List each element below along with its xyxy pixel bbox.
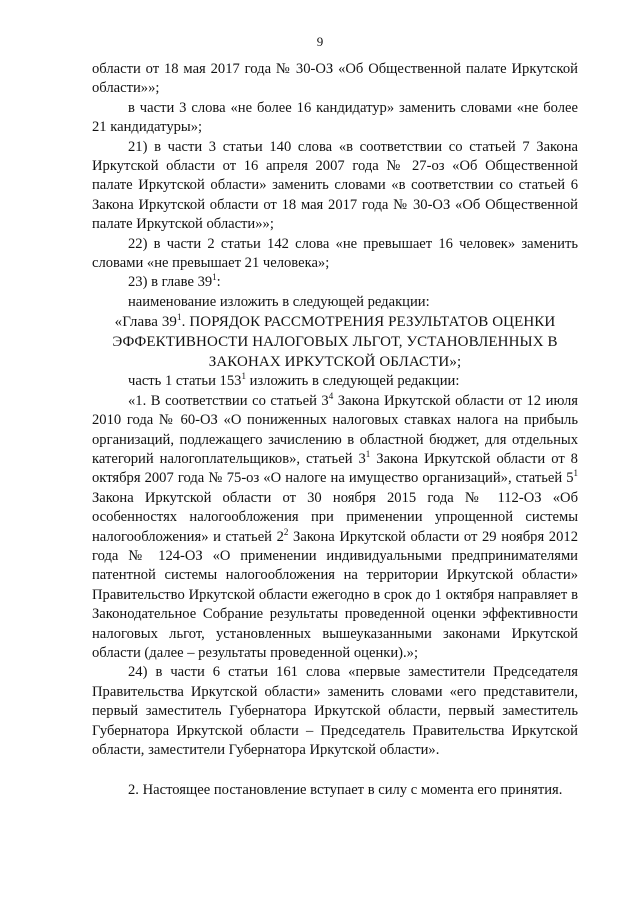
chapter-heading: «Глава $39^1$. ПОРЯДОК РАССМОТРЕНИЯ РЕЗУЛЬТАТОВ ОЦЕНКИ ЭФФЕКТИВНОСТИ НАЛОГОВЫХ ЛЬГОТ, УСТАНОВЛЕННЫХ В ЗАКОНАХ ИРКУТСКОЙ ОБЛАСТИ»; bbox=[112, 312, 558, 371]
paragraph-chapter-name-intro: наименование изложить в следующей редакции: bbox=[128, 293, 430, 310]
paragraph-part3-candidates: в части 3 слова «не более 16 кандидатур» заменить словами «не более 21 кандидатуры»; bbox=[92, 99, 578, 136]
paragraph-article-153-intro: часть 1 статьи $153^1$ изложить в следующей редакции: bbox=[128, 371, 460, 390]
page-number: 9 bbox=[316, 34, 324, 49]
paragraph-item-23: 23) в главе $39^1$: bbox=[128, 272, 221, 291]
paragraph-item-24: 24) в части 6 статьи 161 слова «первые заместители Председателя Правительства Иркутской области» заменить словами «его представители, первый заместитель Губернатора Иркутской области, первый заместитель Губернатора Иркутской области – Председатель Правительства Иркутской области, заместители Губернатора Иркутской области». bbox=[92, 664, 578, 758]
paragraph-item-21: 21) в части 3 статьи 140 слова «в соответствии со статьей 7 Закона Иркутской области от 16 апреля 2007 года № 27-оз «Об Общественной палате Иркутской области» заменить словами «в соответствии со статьей 6 Закона Иркутской области от 18 мая 2017 года № 30-ОЗ «Об Общественной палате Иркутской области»»; bbox=[92, 138, 578, 233]
paragraph-effective-date: 2. Настоящее постановление вступает в силу с момента его принятия. bbox=[128, 782, 563, 799]
paragraph-new-text-part1: «1. В соответствии со статьей $3^4$ Закона Иркутской области от 12 июля 2010 года № 60-ОЗ «О пониженных налоговых ставках налога на прибыль организаций, подлежащего зачислению в областной бюджет, для отдельных категорий налогоплательщиков», статьей $3^1$ Закона Иркутской области от 8 октября 2007 года № 75-оз «О налоге на имущество организаций», статьей $5^1$ Закона Иркутской области от 30 ноября 2015 года № 112-ОЗ «Об особенностях налогообложения при применении упрощенной системы налогообложения» и статьей $2^2$ Закона Иркутской области от 29 ноября 2012 года № 124-ОЗ «О применении индивидуальными предпринимателями патентной системы налогообложения на территории Иркутской области» Правительство Иркутской области ежегодно в срок до 1 октября направляет в Законодательное Собрание результаты проведенной оценки эффективности налоговых льгот, установленных вышеуказанными законами Иркутской области (далее – результаты проведенной оценки).»; bbox=[92, 390, 578, 661]
paragraph-continuation: области от 18 мая 2017 года № 30-ОЗ «Об Общественной палате Иркутской области»»; bbox=[92, 61, 578, 97]
paragraph-item-22: 22) в части 2 статьи 142 слова «не превышает 16 человек» заменить словами «не превышает 21 человека»; bbox=[92, 235, 578, 272]
document-body bbox=[92, 60, 578, 801]
